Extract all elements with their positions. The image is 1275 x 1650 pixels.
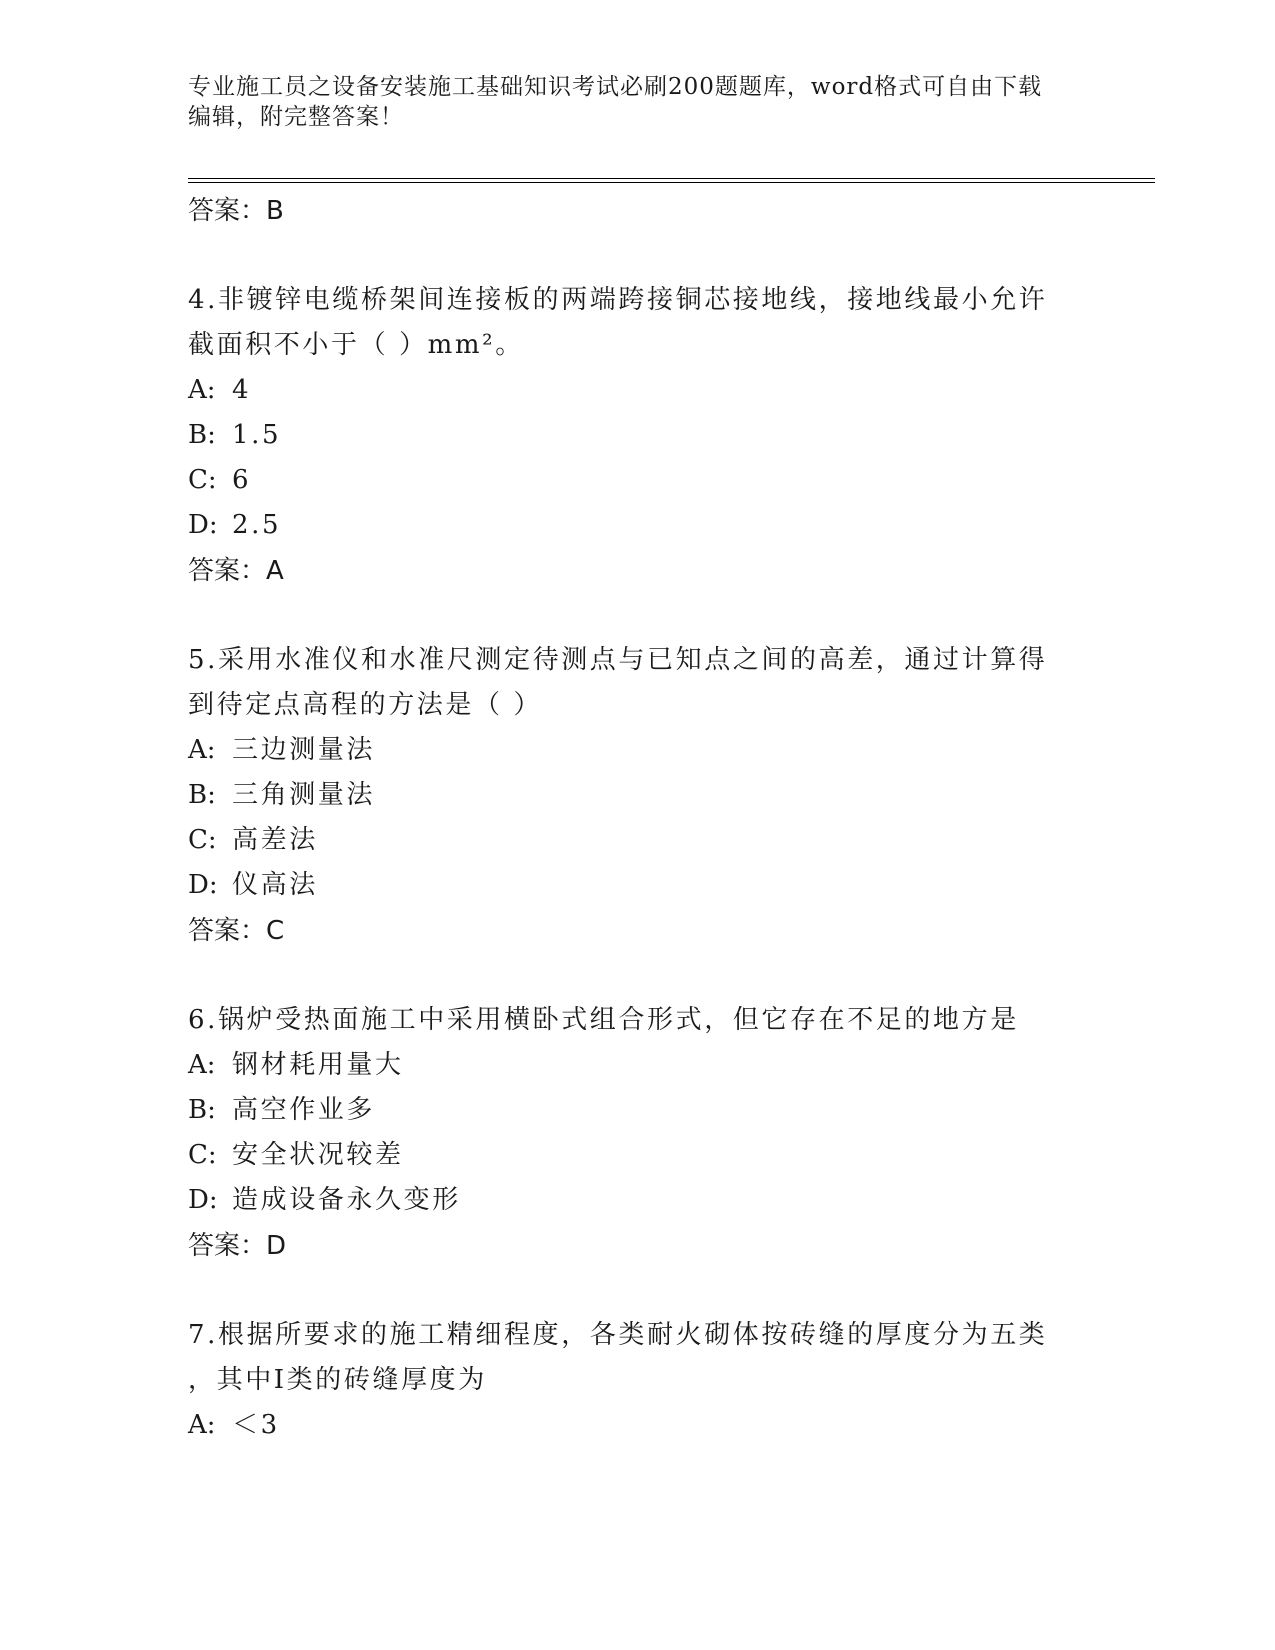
option-text: 2.5 <box>232 510 282 540</box>
question-list <box>188 188 1088 1448</box>
option-a <box>188 1043 1088 1088</box>
option-d <box>188 863 1088 908</box>
header-divider-bottom <box>188 182 1155 183</box>
question-5 <box>188 638 1088 954</box>
document-header <box>188 72 1068 132</box>
option-text: 仪高法 <box>232 870 318 900</box>
question-4 <box>188 278 1088 594</box>
answer-line: 答案：A <box>188 556 284 586</box>
option-text: ＜3 <box>232 1410 280 1440</box>
option-text: 高空作业多 <box>232 1095 376 1125</box>
question-7 <box>188 1313 1088 1448</box>
stem-line: ，其中Ⅰ类的砖缝厚度为 <box>188 1365 487 1395</box>
option-text: 高差法 <box>232 825 318 855</box>
option-text: 三边测量法 <box>232 735 376 765</box>
header-line-1: 专业施工员之设备安装施工基础知识考试必刷200题题库，word格式可自由下载 <box>188 74 1043 100</box>
answer-line: 答案：D <box>188 1231 287 1261</box>
option-text: 1.5 <box>232 420 282 450</box>
option-b <box>188 1088 1088 1133</box>
question-stem <box>188 1313 1068 1403</box>
option-letter: A: <box>188 375 216 405</box>
stem-line: 到待定点高程的方法是（ ） <box>188 690 543 720</box>
option-c <box>188 1133 1088 1178</box>
option-letter: C: <box>188 1140 217 1170</box>
header-divider-top <box>188 178 1155 179</box>
question-stem <box>188 998 1068 1043</box>
answer-line: 答案：C <box>188 916 285 946</box>
question-stem <box>188 278 1068 368</box>
question-6 <box>188 998 1088 1269</box>
stem-line: 5.采用水准仪和水准尺测定待测点与已知点之间的高差，通过计算得 <box>188 645 1048 675</box>
question-stem <box>188 638 1068 728</box>
option-c <box>188 458 1088 503</box>
option-a <box>188 368 1088 413</box>
stem-line: 截面积不小于（ ）mm²。 <box>188 330 524 360</box>
option-b <box>188 413 1088 458</box>
option-b <box>188 773 1088 818</box>
option-d <box>188 1178 1088 1223</box>
option-d <box>188 503 1088 548</box>
option-letter: B: <box>188 420 216 450</box>
option-letter: C: <box>188 465 217 495</box>
option-text: 安全状况较差 <box>232 1140 404 1170</box>
header-line-2: 编辑，附完整答案！ <box>188 104 404 130</box>
option-text: 钢材耗用量大 <box>232 1050 404 1080</box>
stem-line: 6.锅炉受热面施工中采用横卧式组合形式，但它存在不足的地方是 <box>188 1005 1019 1035</box>
previous-answer: 答案：B <box>188 196 284 226</box>
option-letter: B: <box>188 780 216 810</box>
option-text: 造成设备永久变形 <box>232 1185 461 1215</box>
option-text: 三角测量法 <box>232 780 376 810</box>
option-letter: A: <box>188 1050 216 1080</box>
option-letter: D: <box>188 510 218 540</box>
option-letter: D: <box>188 870 218 900</box>
option-letter: C: <box>188 825 217 855</box>
option-letter: D: <box>188 1185 218 1215</box>
option-a <box>188 1403 1088 1448</box>
option-letter: B: <box>188 1095 216 1125</box>
option-letter: A: <box>188 735 216 765</box>
option-a <box>188 728 1088 773</box>
option-text: 6 <box>232 465 252 495</box>
option-c <box>188 818 1088 863</box>
option-letter: A: <box>188 1410 216 1440</box>
option-text: 4 <box>232 375 252 405</box>
stem-line: 7.根据所要求的施工精细程度，各类耐火砌体按砖缝的厚度分为五类 <box>188 1320 1048 1350</box>
stem-line: 4.非镀锌电缆桥架间连接板的两端跨接铜芯接地线，接地线最小允许 <box>188 285 1048 315</box>
